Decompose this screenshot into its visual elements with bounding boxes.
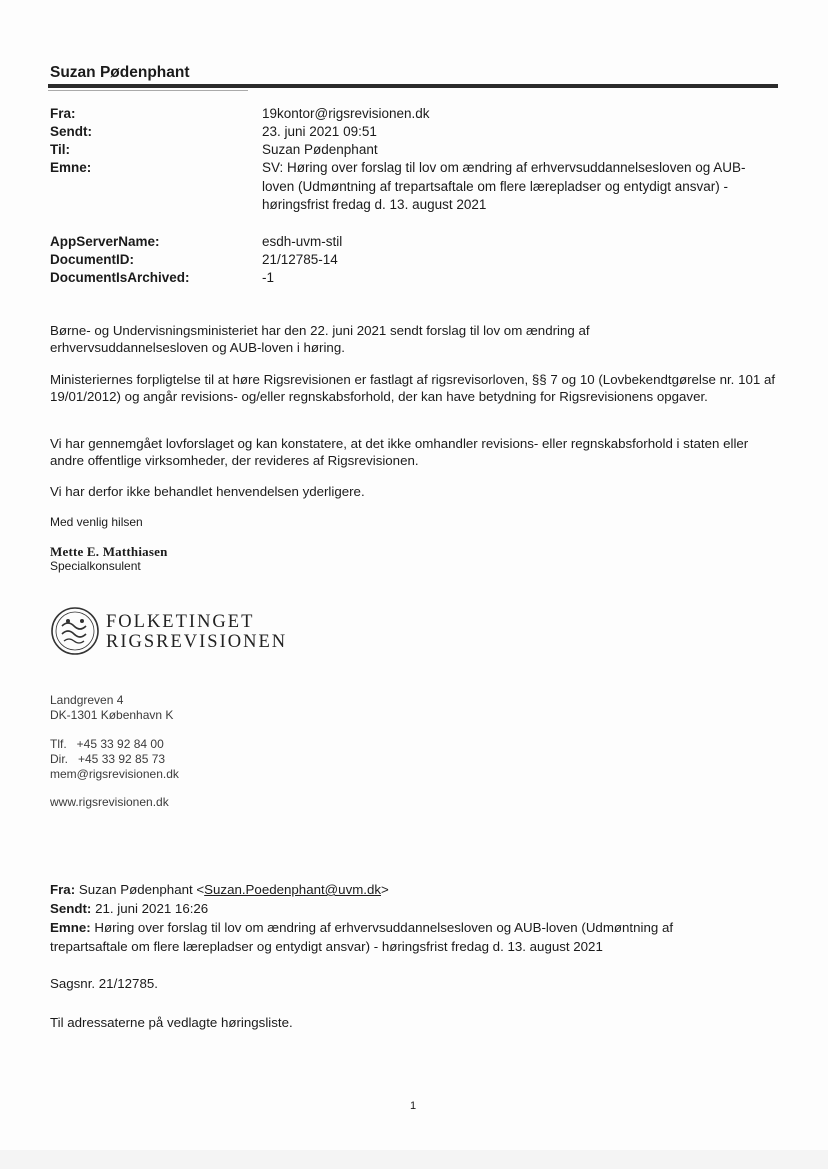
forwarded-subject-label: Emne: xyxy=(50,920,91,935)
signature-name: Mette E. Matthiasen xyxy=(50,544,168,559)
subject-label: Emne: xyxy=(50,160,92,175)
forwarded-sent-row xyxy=(50,900,770,919)
scan-edge xyxy=(0,1150,828,1169)
forwarded-from-name: Suzan Pødenphant xyxy=(78,882,193,897)
archived-label: DocumentIsArchived: xyxy=(50,270,190,285)
mailbox-owner-name: Suzan Pødenphant xyxy=(50,64,190,81)
body-paragraph-2: Ministeriernes forpligtelse til at høre Rigsrevisionen er fastlagt af rigsrevisorloven, §§ 7 og 10 (Lovbekendtgørelse nr. 101 af 19/01/2012) og angår revisions- og/eller regnskabsforhold, der kan have betydning for Rigsrevisionens opgaver. xyxy=(50,372,776,404)
archived-value: -1 xyxy=(262,270,275,285)
to-value: Suzan Pødenphant xyxy=(262,142,378,157)
forwarded-subject-row xyxy=(50,919,730,956)
to-label: Til: xyxy=(50,142,70,157)
forwarded-from-email-link[interactable]: Suzan.Poedenphant@uvm.dk xyxy=(204,882,382,897)
body-paragraph-1: Børne- og Undervisningsministeriet har den 22. juni 2021 sendt forslag til lov om ændring af erhvervsuddannelsesloven og AUB-loven i høring. xyxy=(50,323,590,355)
appserver-label: AppServerName: xyxy=(50,234,160,249)
page-number: 1 xyxy=(410,1100,417,1112)
header-subrule xyxy=(48,90,248,91)
from-value: 19kontor@rigsrevisionen.dk xyxy=(262,106,430,121)
crest-seal-icon xyxy=(50,606,100,656)
contact-phone: Tlf. +45 33 92 84 00 xyxy=(50,737,164,751)
signature-title: Specialkonsulent xyxy=(50,559,141,573)
forwarded-from-label: Fra: xyxy=(50,882,76,897)
contact-direct-phone: Dir. +45 33 92 85 73 xyxy=(50,752,166,766)
greeting: Med venlig hilsen xyxy=(50,515,143,529)
header-rule xyxy=(48,84,778,88)
contact-street: Landgreven 4 xyxy=(50,693,124,707)
docid-label: DocumentID: xyxy=(50,252,134,267)
docid-value: 21/12785-14 xyxy=(262,252,338,267)
forwarded-from-row: Fra: Suzan Pødenphant <Suzan.Poedenphant@uvm.dk> xyxy=(50,882,389,897)
sent-value: 23. juni 2021 09:51 xyxy=(262,124,377,139)
logo-line-folketinget: FOLKETINGET xyxy=(106,612,255,632)
sent-label: Sendt: xyxy=(50,124,92,139)
contact-website: www.rigsrevisionen.dk xyxy=(50,795,169,809)
rigsrevisionen-logo xyxy=(50,606,310,658)
contact-email: mem@rigsrevisionen.dk xyxy=(50,767,179,781)
from-label: Fra: xyxy=(50,106,76,121)
appserver-value: esdh-uvm-stil xyxy=(262,234,343,249)
forwarded-sent-label: Sendt: xyxy=(50,901,92,916)
case-number: Sagsnr. 21/12785. xyxy=(50,976,158,991)
logo-line-rigsrevisionen: RIGSREVISIONEN xyxy=(106,632,288,652)
body-paragraph-3: Vi har gennemgået lovforslaget og kan konstatere, at det ikke omhandler revisions- eller regnskabsforhold i staten eller andre offentlige virksomheder, der revideres af Rigsrevisionen. xyxy=(50,436,749,468)
forwarded-subject-value: Høring over forslag til lov om ændring af erhvervsuddannelsesloven og AUB-loven (Udmøntning af trepartsaftale om flere lærepladser og entydigt ansvar) - høringsfrist fredag d. 13. august 2021 xyxy=(50,920,674,954)
body-paragraph-4: Vi har derfor ikke behandlet henvendelsen yderligere. xyxy=(50,484,365,499)
forwarded-sent-value: 21. juni 2021 16:26 xyxy=(95,901,209,916)
contact-city: DK-1301 København K xyxy=(50,708,174,722)
subject-value: SV: Høring over forslag til lov om ændring af erhvervsuddannelsesloven og AUB-loven (Udmøntning af trepartsaftale om flere lærepladser og entydigt ansvar) - høringsfrist fredag d. 13. august 2021 xyxy=(262,160,746,212)
addressee-note: Til adressaterne på vedlagte høringsliste. xyxy=(50,1015,293,1030)
